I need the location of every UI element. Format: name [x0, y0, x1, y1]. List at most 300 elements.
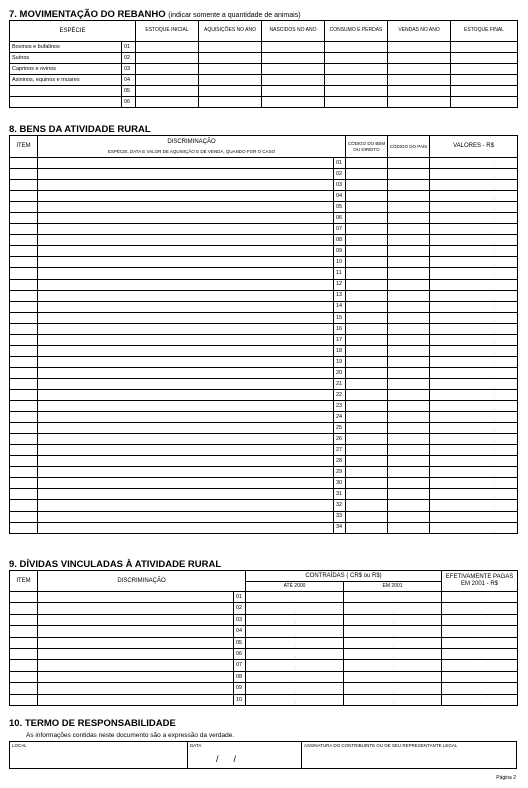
item-cell[interactable]: [10, 637, 38, 648]
page-number: Página 2: [496, 775, 516, 781]
decimal-mark: ,: [392, 698, 394, 704]
codigo-pais-cell[interactable]: [388, 378, 430, 389]
row-number: 02: [122, 53, 136, 64]
valor-cell[interactable]: [430, 500, 518, 511]
pagas-cell[interactable]: [442, 683, 518, 694]
codigo-pais-cell[interactable]: [388, 401, 430, 412]
valor-cell[interactable]: [430, 456, 518, 467]
row-number: 04: [234, 626, 246, 637]
item-cell[interactable]: [10, 312, 38, 323]
valor-cell[interactable]: [430, 467, 518, 478]
codigo-bem-cell[interactable]: [346, 456, 388, 467]
codigo-bem-cell[interactable]: [346, 478, 388, 489]
codigo-pais-cell[interactable]: [388, 423, 430, 434]
row-number: 10: [234, 694, 246, 705]
decimal-mark: ,: [493, 438, 496, 444]
item-cell[interactable]: [10, 401, 38, 412]
responsibility-text: As informações contidas neste documento são a expressão da verdade.: [26, 732, 235, 739]
discriminacao-cell[interactable]: [38, 511, 334, 522]
ate-2000-cell[interactable]: [246, 603, 344, 614]
discriminacao-cell[interactable]: [38, 367, 334, 378]
date-field[interactable]: [188, 742, 302, 768]
valor-cell[interactable]: [430, 389, 518, 400]
pagas-cell[interactable]: [442, 671, 518, 682]
item-cell[interactable]: [10, 456, 38, 467]
item-cell[interactable]: [10, 235, 38, 246]
valor-cell[interactable]: [430, 180, 518, 191]
quantity-cell[interactable]: [388, 86, 451, 97]
quantity-cell[interactable]: [199, 97, 262, 108]
discriminacao-cell[interactable]: [38, 434, 334, 445]
codigo-pais-cell[interactable]: [388, 312, 430, 323]
col-discriminacao: DISCRIMINAÇÃO: [38, 571, 246, 592]
quantity-cell[interactable]: [388, 64, 451, 75]
quantity-cell[interactable]: [325, 97, 388, 108]
codigo-bem-cell[interactable]: [346, 268, 388, 279]
quantity-cell[interactable]: [325, 75, 388, 86]
em-2001-cell[interactable]: [344, 683, 442, 694]
item-cell[interactable]: [10, 434, 38, 445]
col-vendas: VENDAS NO ANO: [388, 21, 451, 42]
item-cell[interactable]: [10, 389, 38, 400]
item-cell[interactable]: [10, 648, 38, 659]
item-cell[interactable]: [10, 467, 38, 478]
quantity-cell[interactable]: [262, 97, 325, 108]
discriminacao-cell[interactable]: [38, 301, 334, 312]
ate-2000-cell[interactable]: [246, 592, 344, 603]
discriminacao-cell[interactable]: [38, 235, 334, 246]
codigo-pais-cell[interactable]: [388, 367, 430, 378]
valor-cell[interactable]: [430, 279, 518, 290]
discriminacao-cell[interactable]: [38, 246, 334, 257]
quantity-cell[interactable]: [262, 64, 325, 75]
codigo-pais-cell[interactable]: [388, 246, 430, 257]
codigo-bem-cell[interactable]: [346, 511, 388, 522]
item-cell[interactable]: [10, 367, 38, 378]
item-cell[interactable]: [10, 522, 38, 533]
discriminacao-cell[interactable]: [38, 660, 234, 671]
codigo-pais-cell[interactable]: [388, 445, 430, 456]
codigo-pais-cell[interactable]: [388, 202, 430, 213]
pagas-cell[interactable]: [442, 603, 518, 614]
discriminacao-cell[interactable]: [38, 323, 334, 334]
codigo-bem-cell[interactable]: [346, 367, 388, 378]
discriminacao-cell[interactable]: [38, 180, 334, 191]
ate-2000-cell[interactable]: [246, 660, 344, 671]
discriminacao-cell[interactable]: [38, 279, 334, 290]
codigo-pais-cell[interactable]: [388, 500, 430, 511]
em-2001-cell[interactable]: [344, 648, 442, 659]
codigo-bem-cell[interactable]: [346, 423, 388, 434]
ate-2000-cell[interactable]: [246, 683, 344, 694]
discriminacao-cell[interactable]: [38, 592, 234, 603]
valor-cell[interactable]: [430, 334, 518, 345]
item-cell[interactable]: [10, 279, 38, 290]
discriminacao-cell[interactable]: [38, 603, 234, 614]
item-cell[interactable]: [10, 660, 38, 671]
quantity-cell[interactable]: [388, 97, 451, 108]
item-cell[interactable]: [10, 694, 38, 705]
quantity-cell[interactable]: [136, 75, 199, 86]
row-number: 08: [234, 671, 246, 682]
discriminacao-cell[interactable]: [38, 637, 234, 648]
codigo-bem-cell[interactable]: [346, 224, 388, 235]
valor-cell[interactable]: [430, 356, 518, 367]
quantity-cell[interactable]: [451, 75, 518, 86]
codigo-pais-cell[interactable]: [388, 511, 430, 522]
pagas-cell[interactable]: [442, 660, 518, 671]
codigo-bem-cell[interactable]: [346, 489, 388, 500]
quantity-cell[interactable]: [451, 42, 518, 53]
pagas-cell[interactable]: [442, 592, 518, 603]
quantity-cell[interactable]: [388, 75, 451, 86]
em-2001-cell[interactable]: [344, 614, 442, 625]
pagas-cell[interactable]: [442, 626, 518, 637]
decimal-mark: ,: [493, 195, 496, 201]
codigo-pais-cell[interactable]: [388, 334, 430, 345]
discriminacao-cell[interactable]: [38, 224, 334, 235]
discriminacao-cell[interactable]: [38, 478, 334, 489]
item-cell[interactable]: [10, 626, 38, 637]
valor-cell[interactable]: [430, 522, 518, 533]
valor-cell[interactable]: [430, 257, 518, 268]
discriminacao-cell[interactable]: [38, 522, 334, 533]
pagas-cell[interactable]: [442, 637, 518, 648]
quantity-cell[interactable]: [136, 86, 199, 97]
codigo-pais-cell[interactable]: [388, 345, 430, 356]
quantity-cell[interactable]: [451, 64, 518, 75]
especie-label: Asininos, equinos e muares: [10, 75, 122, 86]
codigo-bem-cell[interactable]: [346, 378, 388, 389]
codigo-pais-cell[interactable]: [388, 224, 430, 235]
item-cell[interactable]: [10, 511, 38, 522]
codigo-bem-cell[interactable]: [346, 180, 388, 191]
codigo-bem-cell[interactable]: [346, 257, 388, 268]
codigo-pais-cell[interactable]: [388, 290, 430, 301]
codigo-bem-cell[interactable]: [346, 356, 388, 367]
item-cell[interactable]: [10, 614, 38, 625]
ate-2000-cell[interactable]: [246, 637, 344, 648]
bem-row: [10, 401, 518, 412]
quantity-cell[interactable]: [451, 86, 518, 97]
em-2001-cell[interactable]: [344, 592, 442, 603]
decimal-mark: ,: [294, 596, 296, 602]
discriminacao-cell[interactable]: [38, 169, 334, 180]
ate-2000-cell[interactable]: [246, 694, 344, 705]
discriminacao-cell[interactable]: [38, 378, 334, 389]
item-cell[interactable]: [10, 323, 38, 334]
codigo-bem-cell[interactable]: [346, 334, 388, 345]
item-cell[interactable]: [10, 246, 38, 257]
discriminacao-cell[interactable]: [38, 500, 334, 511]
item-cell[interactable]: [10, 445, 38, 456]
quantity-cell[interactable]: [199, 42, 262, 53]
valor-cell[interactable]: [430, 191, 518, 202]
valor-cell[interactable]: [430, 246, 518, 257]
discriminacao-cell[interactable]: [38, 158, 334, 169]
item-cell[interactable]: [10, 412, 38, 423]
especie-label: Suínos: [10, 53, 122, 64]
discriminacao-cell[interactable]: [38, 614, 234, 625]
discriminacao-cell[interactable]: [38, 401, 334, 412]
quantity-cell[interactable]: [451, 53, 518, 64]
codigo-pais-cell[interactable]: [388, 268, 430, 279]
valor-cell[interactable]: [430, 378, 518, 389]
codigo-pais-cell[interactable]: [388, 235, 430, 246]
discriminacao-cell[interactable]: [38, 202, 334, 213]
disc-subheader: ESPÉCIE, DATA E VALOR DE AQUISIÇÃO E DE VENDA, QUANDO FOR O CASO: [107, 148, 276, 154]
valor-cell[interactable]: [430, 345, 518, 356]
codigo-pais-cell[interactable]: [388, 489, 430, 500]
valor-cell[interactable]: [430, 489, 518, 500]
item-cell[interactable]: [10, 356, 38, 367]
discriminacao-cell[interactable]: [38, 423, 334, 434]
em-2001-cell[interactable]: [344, 694, 442, 705]
codigo-bem-cell[interactable]: [346, 301, 388, 312]
item-cell[interactable]: [10, 423, 38, 434]
discriminacao-cell[interactable]: [38, 626, 234, 637]
codigo-pais-cell[interactable]: [388, 356, 430, 367]
discriminacao-cell[interactable]: [38, 334, 334, 345]
item-cell[interactable]: [10, 180, 38, 191]
codigo-bem-cell[interactable]: [346, 213, 388, 224]
ate-2000-cell[interactable]: [246, 671, 344, 682]
discriminacao-cell[interactable]: [38, 290, 334, 301]
valor-cell[interactable]: [430, 367, 518, 378]
ate-2000-cell[interactable]: [246, 626, 344, 637]
quantity-cell[interactable]: [388, 53, 451, 64]
row-number: 14: [334, 301, 346, 312]
valor-cell[interactable]: [430, 312, 518, 323]
signature-field[interactable]: [302, 742, 516, 768]
discriminacao-cell[interactable]: [38, 489, 334, 500]
valor-cell[interactable]: [430, 423, 518, 434]
valor-cell[interactable]: [430, 169, 518, 180]
quantity-cell[interactable]: [199, 75, 262, 86]
item-cell[interactable]: [10, 478, 38, 489]
signature-label: ASSINATURA DO CONTRIBUINTE OU DE SEU REPRESENTANTE LEGAL: [304, 743, 458, 748]
bem-row: [10, 522, 518, 533]
valor-cell[interactable]: [430, 224, 518, 235]
divida-row: [10, 660, 518, 671]
item-cell[interactable]: [10, 500, 38, 511]
codigo-bem-cell[interactable]: [346, 169, 388, 180]
valor-cell[interactable]: [430, 445, 518, 456]
quantity-cell[interactable]: [136, 42, 199, 53]
quantity-cell[interactable]: [136, 64, 199, 75]
quantity-cell[interactable]: [325, 86, 388, 97]
valor-cell[interactable]: [430, 213, 518, 224]
discriminacao-cell[interactable]: [38, 445, 334, 456]
quantity-cell[interactable]: [325, 64, 388, 75]
valor-cell[interactable]: [430, 511, 518, 522]
codigo-pais-cell[interactable]: [388, 158, 430, 169]
row-number: 07: [334, 224, 346, 235]
decimal-mark: ,: [493, 360, 496, 366]
discriminacao-cell[interactable]: [38, 683, 234, 694]
item-cell[interactable]: [10, 290, 38, 301]
discriminacao-cell[interactable]: [38, 648, 234, 659]
discriminacao-cell[interactable]: [38, 467, 334, 478]
bem-row: [10, 445, 518, 456]
codigo-bem-cell[interactable]: [346, 191, 388, 202]
item-cell[interactable]: [10, 671, 38, 682]
quantity-cell[interactable]: [136, 97, 199, 108]
item-cell[interactable]: [10, 191, 38, 202]
row-number: 06: [234, 648, 246, 659]
discriminacao-cell[interactable]: [38, 345, 334, 356]
codigo-bem-cell[interactable]: [346, 235, 388, 246]
item-cell[interactable]: [10, 202, 38, 213]
item-cell[interactable]: [10, 592, 38, 603]
discriminacao-cell[interactable]: [38, 356, 334, 367]
codigo-pais-cell[interactable]: [388, 279, 430, 290]
codigo-bem-cell[interactable]: [346, 202, 388, 213]
item-cell[interactable]: [10, 169, 38, 180]
codigo-bem-cell[interactable]: [346, 445, 388, 456]
item-cell[interactable]: [10, 334, 38, 345]
codigo-bem-cell[interactable]: [346, 312, 388, 323]
pagas-cell[interactable]: [442, 648, 518, 659]
item-cell[interactable]: [10, 683, 38, 694]
row-number: 12: [334, 279, 346, 290]
item-cell[interactable]: [10, 268, 38, 279]
discriminacao-cell[interactable]: [38, 268, 334, 279]
quantity-cell[interactable]: [388, 42, 451, 53]
codigo-bem-cell[interactable]: [346, 401, 388, 412]
codigo-bem-cell[interactable]: [346, 500, 388, 511]
quantity-cell[interactable]: [325, 42, 388, 53]
valor-cell[interactable]: [430, 268, 518, 279]
item-cell[interactable]: [10, 224, 38, 235]
codigo-bem-cell[interactable]: [346, 290, 388, 301]
em-2001-cell[interactable]: [344, 626, 442, 637]
em-2001-cell[interactable]: [344, 671, 442, 682]
decimal-mark: ,: [392, 653, 394, 659]
codigo-bem-cell[interactable]: [346, 434, 388, 445]
ate-2000-cell[interactable]: [246, 614, 344, 625]
codigo-pais-cell[interactable]: [388, 467, 430, 478]
quantity-cell[interactable]: [325, 53, 388, 64]
item-cell[interactable]: [10, 257, 38, 268]
quantity-cell[interactable]: [199, 64, 262, 75]
discriminacao-cell[interactable]: [38, 671, 234, 682]
item-cell[interactable]: [10, 158, 38, 169]
codigo-pais-cell[interactable]: [388, 478, 430, 489]
item-cell[interactable]: [10, 301, 38, 312]
valor-cell[interactable]: [430, 235, 518, 246]
sec7-title: [9, 9, 301, 20]
discriminacao-cell[interactable]: [38, 312, 334, 323]
valor-cell[interactable]: [430, 478, 518, 489]
valor-cell[interactable]: [430, 290, 518, 301]
codigo-pais-cell[interactable]: [388, 456, 430, 467]
valor-cell[interactable]: [430, 323, 518, 334]
decimal-mark: ,: [392, 687, 394, 693]
codigo-pais-cell[interactable]: [388, 522, 430, 533]
discriminacao-cell[interactable]: [38, 412, 334, 423]
codigo-pais-cell[interactable]: [388, 434, 430, 445]
discriminacao-cell[interactable]: [38, 456, 334, 467]
bem-row: [10, 180, 518, 191]
codigo-bem-cell[interactable]: [346, 389, 388, 400]
em-2001-cell[interactable]: [344, 603, 442, 614]
valor-cell[interactable]: [430, 202, 518, 213]
discriminacao-cell[interactable]: [38, 694, 234, 705]
codigo-bem-cell[interactable]: [346, 522, 388, 533]
codigo-pais-cell[interactable]: [388, 180, 430, 191]
codigo-bem-cell[interactable]: [346, 246, 388, 257]
row-number: 03: [334, 180, 346, 191]
discriminacao-cell[interactable]: [38, 191, 334, 202]
quantity-cell[interactable]: [199, 86, 262, 97]
em-2001-cell[interactable]: [344, 637, 442, 648]
quantity-cell[interactable]: [262, 42, 325, 53]
item-cell[interactable]: [10, 345, 38, 356]
codigo-pais-cell[interactable]: [388, 389, 430, 400]
valor-cell[interactable]: [430, 158, 518, 169]
item-cell[interactable]: [10, 378, 38, 389]
codigo-pais-cell[interactable]: [388, 323, 430, 334]
decimal-mark: ,: [493, 471, 496, 477]
codigo-bem-cell[interactable]: [346, 158, 388, 169]
quantity-cell[interactable]: [136, 53, 199, 64]
divida-row: [10, 637, 518, 648]
codigo-bem-cell[interactable]: [346, 323, 388, 334]
codigo-pais-cell[interactable]: [388, 301, 430, 312]
pagas-cell[interactable]: [442, 614, 518, 625]
discriminacao-cell[interactable]: [38, 389, 334, 400]
item-cell[interactable]: [10, 489, 38, 500]
rebanho-table: [9, 20, 518, 108]
decimal-mark: ,: [479, 676, 481, 682]
codigo-bem-cell[interactable]: [346, 412, 388, 423]
pagas-cell[interactable]: [442, 694, 518, 705]
quantity-cell[interactable]: [262, 86, 325, 97]
codigo-bem-cell[interactable]: [346, 345, 388, 356]
valor-cell[interactable]: [430, 401, 518, 412]
rebanho-row: [10, 42, 518, 53]
item-cell[interactable]: [10, 603, 38, 614]
valor-cell[interactable]: [430, 412, 518, 423]
divida-row: [10, 603, 518, 614]
codigo-pais-cell[interactable]: [388, 257, 430, 268]
local-field[interactable]: [10, 742, 188, 768]
quantity-cell[interactable]: [262, 75, 325, 86]
decimal-mark: ,: [493, 305, 496, 311]
bem-row: [10, 434, 518, 445]
codigo-pais-cell[interactable]: [388, 191, 430, 202]
quantity-cell[interactable]: [262, 53, 325, 64]
row-number: 17: [334, 334, 346, 345]
decimal-mark: ,: [493, 371, 496, 377]
ate-2000-cell[interactable]: [246, 648, 344, 659]
discriminacao-cell[interactable]: [38, 213, 334, 224]
em-2001-cell[interactable]: [344, 660, 442, 671]
codigo-bem-cell[interactable]: [346, 467, 388, 478]
codigo-bem-cell[interactable]: [346, 279, 388, 290]
valor-cell[interactable]: [430, 434, 518, 445]
col-item: ITEM: [10, 136, 38, 158]
discriminacao-cell[interactable]: [38, 257, 334, 268]
codigo-pais-cell[interactable]: [388, 213, 430, 224]
quantity-cell[interactable]: [199, 53, 262, 64]
quantity-cell[interactable]: [451, 97, 518, 108]
codigo-pais-cell[interactable]: [388, 412, 430, 423]
codigo-pais-cell[interactable]: [388, 169, 430, 180]
valor-cell[interactable]: [430, 301, 518, 312]
item-cell[interactable]: [10, 213, 38, 224]
